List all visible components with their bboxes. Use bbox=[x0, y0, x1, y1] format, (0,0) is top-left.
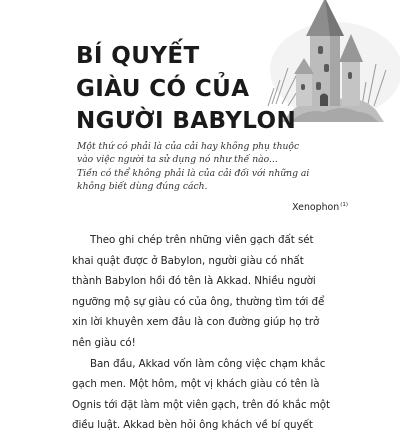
title-line: GIÀU CÓ CỦA bbox=[76, 75, 250, 102]
text-line: nên giàu có! bbox=[72, 336, 136, 349]
epigraph-line: Tiền có thể không phải là của cải đối với những ai bbox=[77, 167, 310, 179]
epigraph-line: vào việc người ta sử dụng nó như thế nào... bbox=[77, 154, 278, 166]
chapter-title bbox=[76, 40, 296, 138]
text-line: điều luật. Akkad bèn hỏi ông khách về bí quyết bbox=[72, 419, 313, 432]
body-text bbox=[72, 230, 362, 436]
text-line: Ban đầu, Akkad vốn làm công việc chạm khắc bbox=[90, 357, 326, 370]
epigraph-line: không biết dùng đúng cách. bbox=[77, 181, 208, 193]
text-line: Theo ghi chép trên những viên gạch đất sét bbox=[90, 234, 314, 246]
epigraph-line: Một thứ có phải là của cải hay không phụ thuộc bbox=[77, 141, 300, 152]
text-line: ngưỡng mộ sự giàu có của ông, thường tìm tới để bbox=[72, 295, 325, 308]
title-line: BÍ QUYẾT bbox=[76, 43, 200, 69]
paragraph bbox=[72, 230, 362, 354]
epigraph-quote bbox=[77, 140, 362, 194]
title-line: NGƯỜI BABYLON bbox=[76, 108, 297, 134]
footnote-marker: (1) bbox=[340, 202, 348, 208]
text-line: thành Babylon hồi đó tên là Akkad. Nhiều người bbox=[72, 275, 316, 288]
epigraph-author bbox=[292, 202, 348, 213]
text-line: gạch men. Một hôm, một vị khách giàu có tên là bbox=[72, 378, 320, 391]
text-line: Ognis tới đặt làm một viên gạch, trên đó khắc một bbox=[72, 398, 331, 411]
text-line: khai quật được ở Babylon, người giàu có nhất bbox=[72, 254, 304, 267]
paragraph bbox=[72, 354, 362, 436]
text-line: xin lời khuyên xem đâu là con đường giúp họ trở bbox=[72, 316, 320, 329]
author-name: Xenophon bbox=[292, 202, 340, 213]
